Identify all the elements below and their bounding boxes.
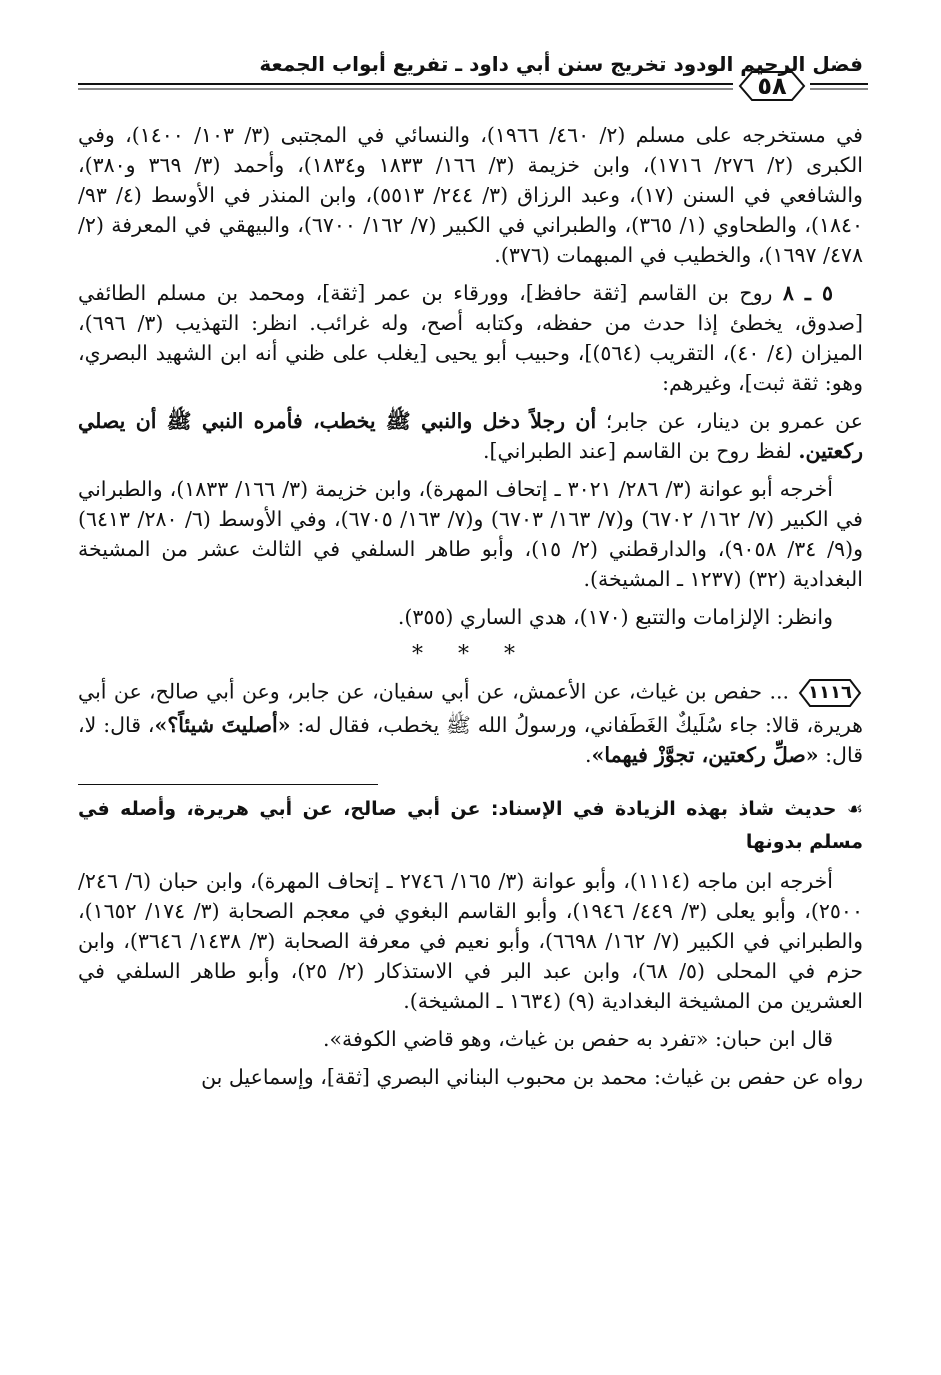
paragraph-7: قال ابن حبان: «تفرد به حفص بن غياث، وهو قاضي الكوفة». (322, 1027, 833, 1051)
hadith-text: ... حفص بن غياث، عن الأعمش، عن أبي سفيان، عن جابر، وعن أبي صالح، عن أبي هريرة، قالا: جاء سُلَيكٌ الغَطَفاني، ورسولُ الله ﷺ يخطب، فقال له: (78, 679, 863, 737)
header-divider (78, 81, 868, 91)
page-body (78, 120, 863, 1100)
paragraph-3-start: عن عمرو بن دينار، عن جابر؛ (596, 409, 863, 433)
hadith-middle: ، قال: لا، قال: (78, 713, 863, 767)
paragraph-6: أخرجه ابن ماجه (١١١٤)، وأبو عوانة (٣/ ١٦٥/ ٢٧٤٦ ـ إتحاف المهرة)، وابن حبان (٦/ ٢٤٦/ ٢٥٠٠)، وأبو يعلى (٣/ ٤٤٩/ ١٩٤٦)، وأبو القاسم البغوي في معجم الصحابة (٣/ ١٧٤/ ١٦٥٢)، والطبراني في الكبير (٧/ ١٦٢/ ٦٦٩٨)، وأبو نعيم في معرفة الصحابة (٣/ ١٤٣٨/ ٣٦٤٦)، وابن حزم في المحلى (٥/ ٦٨)، وابن عبد البر في الاستذكار (٢/ ٢٥)، وأبو طاهر السلفي في العشرين من المشيخة البغدادية (٩) (١٦٣٤ ـ المشيخة). (78, 869, 863, 1013)
hadith-1116 (78, 676, 863, 770)
paragraph-5: وانظر: الإلزامات والتتبع (١٧٠)، هدي الساري (٣٥٥). (397, 605, 833, 629)
paragraph-4: أخرجه أبو عوانة (٣/ ٢٨٦/ ٣٠٢١ ـ إتحاف المهرة)، وابن خزيمة (٣/ ١٦٦/ ١٨٣٣)، والطبراني في الكبير (٧/ ١٦٢/ ٦٧٠٢) و(٧/ ١٦٣/ ٦٧٠٣) و(٧/ ١٦٣/ ٦٧٠٥)، وفي الأوسط (٦/ ٢٨٠/ ٦٤١٣) و(٩/ ٣٤/ ٩٠٥٨)، والدارقطني (٢/ ١٥)، وأبو طاهر السلفي في الثالث عشر من المشيخة البغدادية (٣٢) (١٢٣٧ ـ المشيخة). (78, 477, 863, 591)
paragraph-1: في مستخرجه على مسلم (٢/ ٤٦٠/ ١٩٦٦)، والنسائي في المجتبى (٣/ ١٠٣/ ١٤٠٠)، وفي الكبرى (٢/ ٢٧٦/ ١٧١٦)، وابن خزيمة (٣/ ١٦٦/ ١٨٣٣ و١٨٣٤)، وأحمد (٣/ ٣٦٩ و٣٨٠)، والشافعي في السنن (١٧)، وعبد الرزاق (٣/ ٢٤٤/ ٥٥١٣)، وابن المنذر في الأوسط (٤/ ٩٣/ ١٨٤٠)، والطحاوي (١/ ٣٦٥)، والطبراني في الكبير (٧/ ١٦٢/ ٦٧٠٠)، والبيهقي في المعرفة (٢/ ٤٧٨/ ١٦٩٧)، والخطيب في المبهمات (٣٧٦). (78, 123, 863, 267)
fleuron-icon: ☙ (846, 799, 863, 820)
section-separator-stars: * * * (412, 642, 529, 667)
paragraph-3-end: لفظ روح بن القاسم [عند الطبراني]. (483, 439, 799, 463)
page-number: ٥٨ (757, 72, 787, 100)
narrator-range-label: ٥ ـ ٨ (782, 281, 833, 305)
paragraph-2-text: روح بن القاسم [ثقة حافظ]، وورقاء بن عمر [ثقة]، ومحمد بن مسلم الطائفي [صدوق، يخطئ إذا حدث من حفظه، وكتابه أصح، وله غرائب. انظر: التهذيب (٣/ ٦٩٦)، الميزان (٤/ ٤٠)، التقريب (٥٦٤)]، وحبيب أبو يحيى [يغلب على ظني أنه ابن الشهيد البصري، وهو: ثقة ثبت]، وغيرهم: (78, 281, 863, 395)
hadith-number-badge (797, 676, 863, 710)
hadith-number: ١١١٦ (808, 682, 852, 703)
paragraph-8: رواه عن حفص بن غياث: محمد بن محبوب البناني البصري [ثقة]، وإسماعيل بن (201, 1065, 863, 1089)
hadith-answer: «صلِّ ركعتين، تجوَّزْ فيهما» (591, 743, 819, 767)
running-header-title: فضل الرحيم الودود تخريج سنن أبي داود ـ تفريع أبواب الجمعة (259, 52, 863, 76)
hadith-text-bold: أن رجلاً دخل والنبي ﷺ يخطب، فأمره النبي ﷺ أن يصلي ركعتين. (78, 409, 863, 463)
ruling-heading-text: حديث شاذ بهذه الزيادة في الإسناد: عن أبي صالح، عن أبي هريرة، وأصله في مسلم بدونها (78, 798, 863, 853)
paragraph-2 (78, 278, 863, 398)
ruling-heading (78, 793, 863, 858)
footnote-divider (78, 784, 378, 785)
hadith-end: . (585, 743, 592, 767)
paragraph-3 (78, 406, 863, 466)
hadith-question: «أصليتَ شيئاً؟» (154, 713, 291, 737)
